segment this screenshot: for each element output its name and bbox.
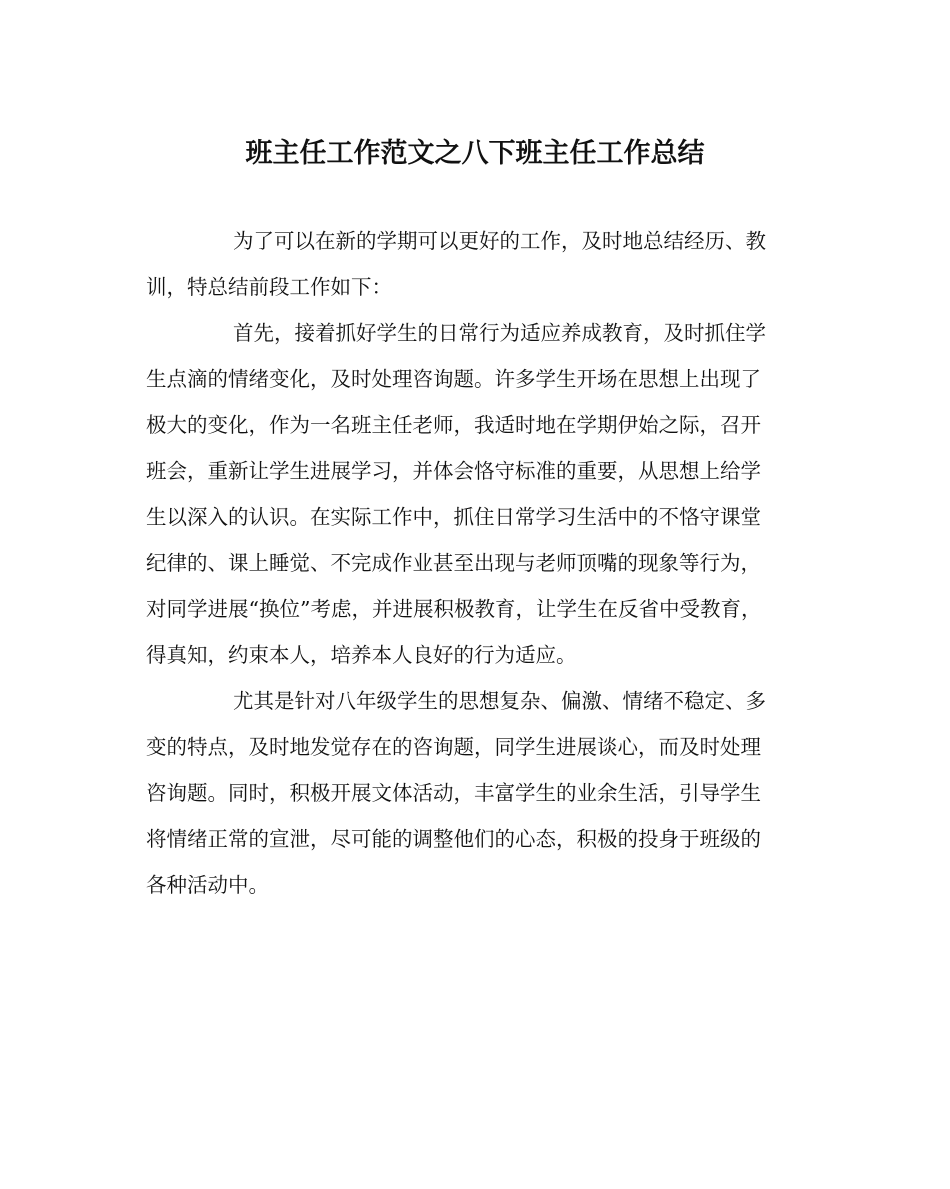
paragraph-line: 为了可以在新的学期可以更好的工作，及时地总结经历、教 xyxy=(233,229,766,253)
paragraph-line: 极大的变化，作为一名班主任老师，我适时地在学期伊始之际，召开 xyxy=(146,413,761,437)
paragraph-line: 首先，接着抓好学生的日常行为适应养成教育，及时抓住学 xyxy=(233,321,766,345)
paragraph-3 xyxy=(146,678,806,908)
paragraph-line: 对同学进展“换位”考虑，并进展积极教育，让学生在反省中受教育， xyxy=(146,597,762,621)
paragraph-2 xyxy=(146,310,806,678)
paragraph-line: 生点滴的情绪变化，及时处理咨询题。许多学生开场在思想上出现了 xyxy=(146,367,761,391)
paragraph-line: 尤其是针对八年级学生的思想复杂、偏激、情绪不稳定、多 xyxy=(233,689,766,713)
paragraph-line: 训，特总结前段工作如下： xyxy=(146,275,392,299)
document-body xyxy=(146,218,806,908)
document-title: 班主任工作范文之八下班主任工作总结 xyxy=(245,138,705,169)
paragraph-line: 各种活动中。 xyxy=(146,873,269,897)
paragraph-1 xyxy=(146,218,806,310)
paragraph-line: 变的特点，及时地发觉存在的咨询题，同学生进展谈心，而及时处理 xyxy=(146,735,761,759)
paragraph-line: 咨询题。同时，积极开展文体活动，丰富学生的业余生活，引导学生 xyxy=(146,781,761,805)
paragraph-line: 纪律的、课上睡觉、不完成作业甚至出现与老师顶嘴的现象等行为， xyxy=(146,551,761,575)
paragraph-line: 得真知，约束本人，培养本人良好的行为适应。 xyxy=(146,643,577,667)
paragraph-line: 班会，重新让学生进展学习，并体会恪守标准的重要，从思想上给学 xyxy=(146,459,761,483)
paragraph-line: 将情绪正常的宣泄，尽可能的调整他们的心态，积极的投身于班级的 xyxy=(146,827,761,851)
paragraph-line: 生以深入的认识。在实际工作中，抓住日常学习生活中的不恪守课堂 xyxy=(146,505,761,529)
